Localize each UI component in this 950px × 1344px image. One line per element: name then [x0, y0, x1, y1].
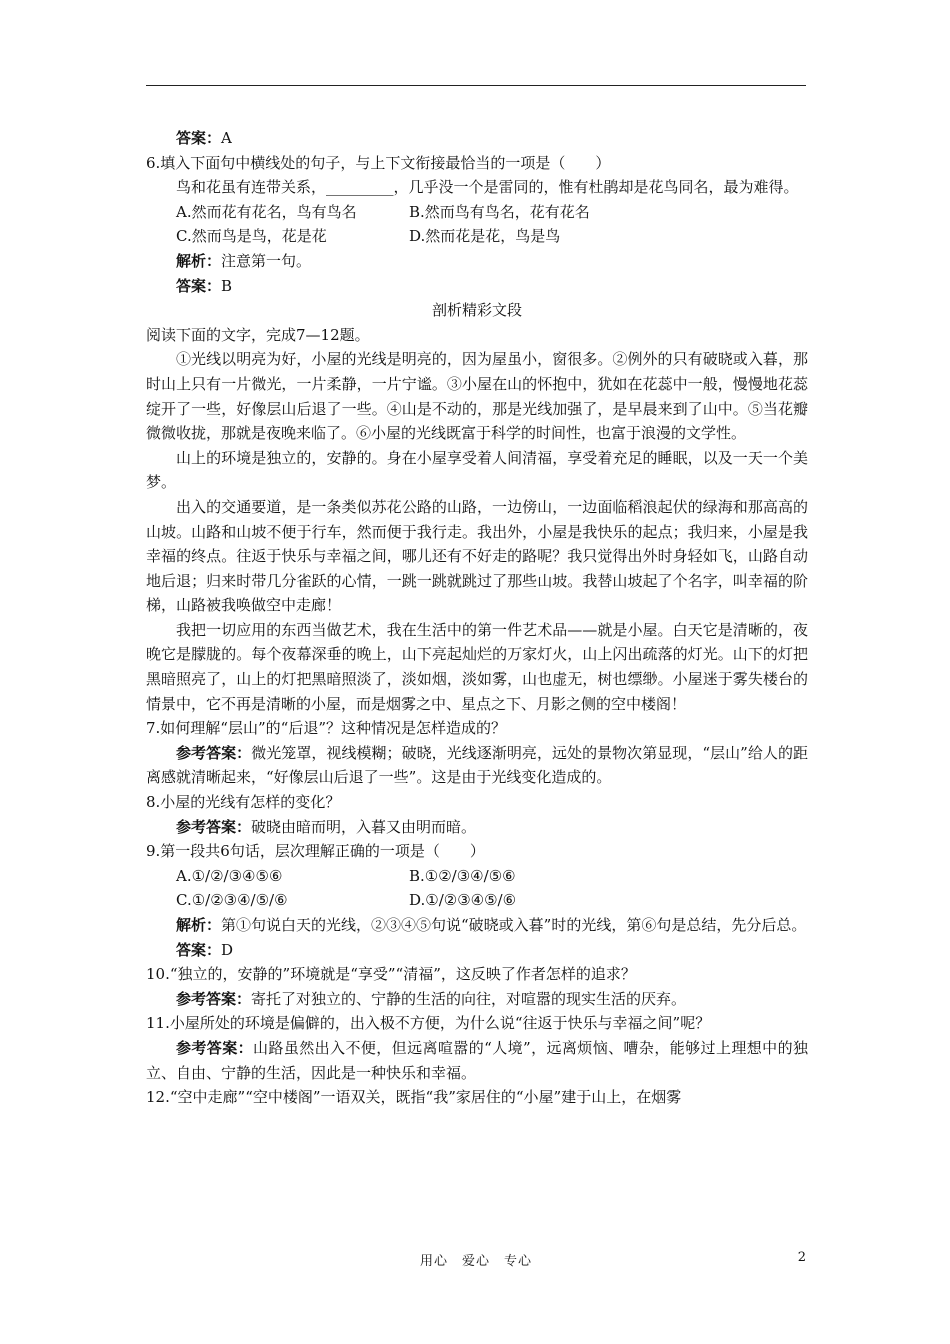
q10-answer: 参考答案：寄托了对独立的、宁静的生活的向往，对喧嚣的现实生活的厌弃。	[176, 989, 687, 1008]
q9-option-a: A.①/②/③④⑤⑥	[176, 866, 283, 885]
passage-paragraph-3: 出入的交通要道，是一条类似苏花公路的山路，一边傍山，一边面临稻浪起伏的绿海和那高高的山坡。山路和山坡不便于行车，然而便于我行走。我出外，小屋是我快乐的起点；我归来，小屋是我幸福的终点。往返于快乐与幸福之间，哪儿还有不好走的路呢？我只觉得出外时身轻如飞，山路自动地后退；归来时带几分雀跃的心情，一跳一跳就跳过了那些山坡。我替山坡起了个名字，叫幸福的阶梯，山路被我唤做空中走廊！	[146, 497, 808, 615]
q9-option-b: B.①②/③④/⑤⑥	[409, 866, 516, 885]
q6-option-a: A.然而花有花名，鸟有鸟名	[176, 202, 357, 221]
q11-stem: 11.小屋所处的环境是偏僻的，出入极不方便，为什么说“往返于快乐与幸福之间”呢？	[146, 1014, 711, 1033]
q6-analysis: 解析：注意第一句。	[176, 251, 312, 270]
section-title: 剖析精彩文段	[431, 301, 522, 320]
q10-stem: 10.“独立的，安静的”环境就是“享受”“清福”，这反映了作者怎样的追求？	[146, 965, 636, 984]
q5-answer: 答案：A	[176, 129, 232, 147]
header-rule	[146, 85, 806, 86]
q9-options-row-2	[146, 888, 808, 913]
q9-analysis: 解析：第①句说白天的光线，②③④⑤句说“破晓或入暮”时的光线，第⑥句是总结，先分后总。	[176, 916, 807, 934]
q6-option-b: B.然而鸟有鸟名，花有花名	[409, 202, 590, 221]
q9-options-row-1	[146, 864, 808, 889]
q7-answer: 参考答案：微光笼罩，视线模糊；破晓，光线逐渐明亮，远处的景物次第显现，“层山”给人的距离感就清晰起来，“好像层山后退了一些”。这是由于光线变化造成的。	[146, 743, 808, 787]
passage-paragraph-2: 山上的环境是独立的，安静的。身在小屋享受着人间清福，享受着充足的睡眠，以及一天一个美梦。	[146, 448, 808, 492]
passage-paragraph-1: ①光线以明亮为好，小屋的光线是明亮的，因为屋虽小，窗很多。②例外的只有破晓或入暮，那时山上只有一片微光，一片柔静，一片宁谧。③小屋在山的怀抱中，犹如在花蕊中一般，慢慢地花蕊绽开了一些，好像层山后退了一些。④山是不动的，那是光线加强了，是早晨来到了山中。⑤当花瓣微微收拢，那就是夜晚来临了。⑥小屋的光线既富于科学的时间性，也富于浪漫的文学性。	[146, 350, 808, 443]
q11-answer: 参考答案：山路虽然出入不便，但远离喧嚣的“人境”，远离烦恼、嘈杂，能够过上理想中的独立、自由、宁静的生活，因此是一种快乐和幸福。	[146, 1038, 808, 1082]
q9-stem: 9.第一段共6句话，层次理解正确的一项是（ ）	[146, 842, 485, 861]
q6-options-row-1	[146, 200, 808, 225]
q12-stem: 12.“空中走廊”“空中楼阁”一语双关，既指“我”家居住的“小屋”建于山上，在烟雾	[146, 1088, 682, 1107]
q6-passage: 鸟和花虽有连带关系，_________，几乎没一个是雷同的，惟有杜鹃却是花鸟同名，最为难得。	[176, 178, 799, 197]
q9-option-d: D.①/②③④⑤/⑥	[409, 891, 517, 910]
page-number: 2	[797, 1250, 806, 1265]
passage-paragraph-4: 我把一切应用的东西当做艺术，我在生活中的第一件艺术品——就是小屋。白天它是清晰的，夜晚它是朦胧的。每个夜幕深垂的晚上，山下亮起灿烂的万家灯火，山上闪出疏落的灯光。山下的灯把黑暗照亮了，山上的灯把黑暗照淡了，淡如烟，淡如雾，山也虚无，树也缥缈。小屋迷于雾失楼台的情景中，它不再是清晰的小屋，而是烟雾之中、星点之下、月影之侧的空中楼阁！	[146, 620, 808, 713]
q7-stem: 7.如何理解“层山”的“后退”？这种情况是怎样造成的？	[146, 719, 506, 738]
q9-answer: 答案：D	[176, 940, 234, 959]
q6-stem: 6.填入下面句中横线处的句子，与上下文衔接最恰当的一项是（ ）	[146, 153, 611, 172]
page-footer	[146, 1250, 806, 1270]
q6-answer: 答案：B	[176, 276, 233, 295]
q8-stem: 8.小屋的光线有怎样的变化？	[146, 793, 341, 812]
footer-slogan: 用心 爱心 专心	[419, 1254, 532, 1269]
document-body	[146, 126, 808, 1110]
q9-option-c: C.①/②③④/⑤/⑥	[176, 891, 288, 910]
q6-option-d: D.然而花是花，鸟是鸟	[409, 227, 561, 246]
q8-answer: 参考答案：破晓由暗而明，入暮又由明而暗。	[176, 817, 477, 836]
q6-options-row-2	[146, 224, 808, 249]
reading-intro: 阅读下面的文字，完成7—12题。	[146, 325, 370, 344]
q6-option-c: C.然而鸟是鸟，花是花	[176, 227, 327, 246]
